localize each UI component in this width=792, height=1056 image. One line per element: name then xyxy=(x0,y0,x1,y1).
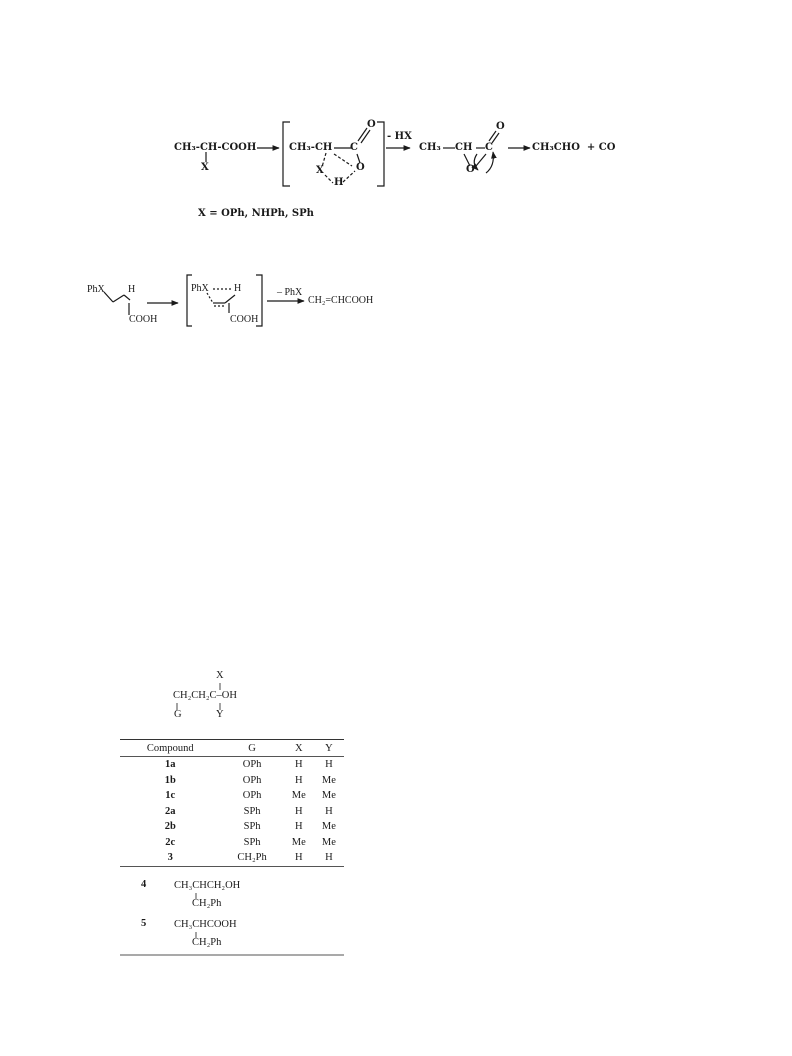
header-x: X xyxy=(284,740,314,757)
scheme1-lactone-c: C xyxy=(485,142,493,153)
table-row xyxy=(120,819,344,835)
compound-5-id: 5 xyxy=(141,918,147,929)
table-row xyxy=(120,773,344,789)
table-row xyxy=(120,835,344,851)
cell-x: Me xyxy=(291,790,306,802)
compound-5-line2: CH₂Ph xyxy=(192,937,222,948)
cell-compound: 2b xyxy=(164,821,176,833)
scheme1-ts-o: O xyxy=(356,162,365,173)
cell-y: Me xyxy=(321,790,336,802)
scheme1-ts-ch3ch: CH₃-CH xyxy=(289,142,333,153)
scheme1-lactone-ch3: CH₃ xyxy=(419,142,441,153)
structure-g: G xyxy=(174,709,182,720)
compound-4-id: 4 xyxy=(141,879,147,890)
cell-x: H xyxy=(294,774,303,786)
scheme1-lactone-o: O xyxy=(466,164,475,175)
scheme1-arrow-label: - HX xyxy=(387,131,412,142)
cell-g: SPh xyxy=(243,821,261,833)
scheme1-ts-h: H xyxy=(334,177,344,188)
structure-x: X xyxy=(216,670,224,681)
scheme1-reactant: CH₃-CH-COOH xyxy=(174,142,257,153)
cell-compound: 2a xyxy=(165,805,176,817)
scheme2-reactant-h: H xyxy=(128,284,136,295)
table-header-row xyxy=(120,740,344,757)
cell-y: H xyxy=(325,759,333,771)
structure-main: CH₂CH₂C–OH xyxy=(173,690,237,701)
table-row xyxy=(120,850,344,866)
cell-g: OPh xyxy=(242,790,262,802)
cell-x: H xyxy=(294,759,303,771)
scheme1-ts-o-top: O xyxy=(367,119,376,130)
cell-y: H xyxy=(314,850,344,866)
scheme2-reactant-cooh: COOH xyxy=(129,314,158,325)
scheme2-ts-phx: PhX xyxy=(191,283,209,294)
cell-g: OPh xyxy=(242,774,262,786)
scheme2-ts-cooh: COOH xyxy=(230,314,259,325)
scheme2-arrow-label: – PhX xyxy=(277,287,303,298)
cell-x: H xyxy=(294,821,303,833)
scheme1-reactant-x: X xyxy=(201,162,209,173)
compound-4-line2: CH₂Ph xyxy=(192,898,222,909)
cell-g: CH₂Ph xyxy=(221,850,284,866)
header-compound: Compound xyxy=(120,740,221,757)
cell-g: SPh xyxy=(243,836,261,848)
cell-x: H xyxy=(284,850,314,866)
scheme2-ts-h: H xyxy=(234,283,242,294)
cell-compound: 1c xyxy=(165,790,176,802)
cell-y: Me xyxy=(321,821,336,833)
cell-g: SPh xyxy=(243,805,261,817)
cell-compound: 1b xyxy=(164,774,176,786)
cell-y: H xyxy=(325,805,333,817)
cell-y: Me xyxy=(321,774,336,786)
table-row xyxy=(120,757,344,773)
cell-y: Me xyxy=(321,836,336,848)
header-g: G xyxy=(221,740,284,757)
structure-y: Y xyxy=(216,709,224,720)
cell-x: H xyxy=(294,805,303,817)
cell-compound: 1a xyxy=(165,759,176,771)
table-row xyxy=(120,804,344,820)
compound-4-line1: CH₃CHCH₂OH xyxy=(174,880,241,891)
cell-compound: 3 xyxy=(120,850,221,866)
scheme1-bracket-right xyxy=(377,122,384,186)
header-y: Y xyxy=(314,740,344,757)
scheme1-x-definition: X = OPh, NHPh, SPh xyxy=(198,208,314,219)
scheme1-ts-x: X xyxy=(316,165,324,176)
table-row xyxy=(120,788,344,804)
cell-x: Me xyxy=(291,836,306,848)
compound-table xyxy=(120,739,344,867)
scheme1-products: CH₃CHO + CO xyxy=(532,142,616,153)
scheme1-lactone-ch: CH xyxy=(455,142,473,153)
scheme1-lactone-o-top: O xyxy=(496,121,505,132)
compound-5-line1: CH₃CHCOOH xyxy=(174,919,237,930)
scheme1-ts-c: C xyxy=(350,142,358,153)
cell-compound: 2c xyxy=(165,836,176,848)
scheme1-bracket-left xyxy=(283,122,290,186)
scheme2-reactant-phx: PhX xyxy=(87,284,105,295)
scheme2-product: CH₂=CHCOOH xyxy=(308,295,374,306)
cell-g: OPh xyxy=(242,759,262,771)
